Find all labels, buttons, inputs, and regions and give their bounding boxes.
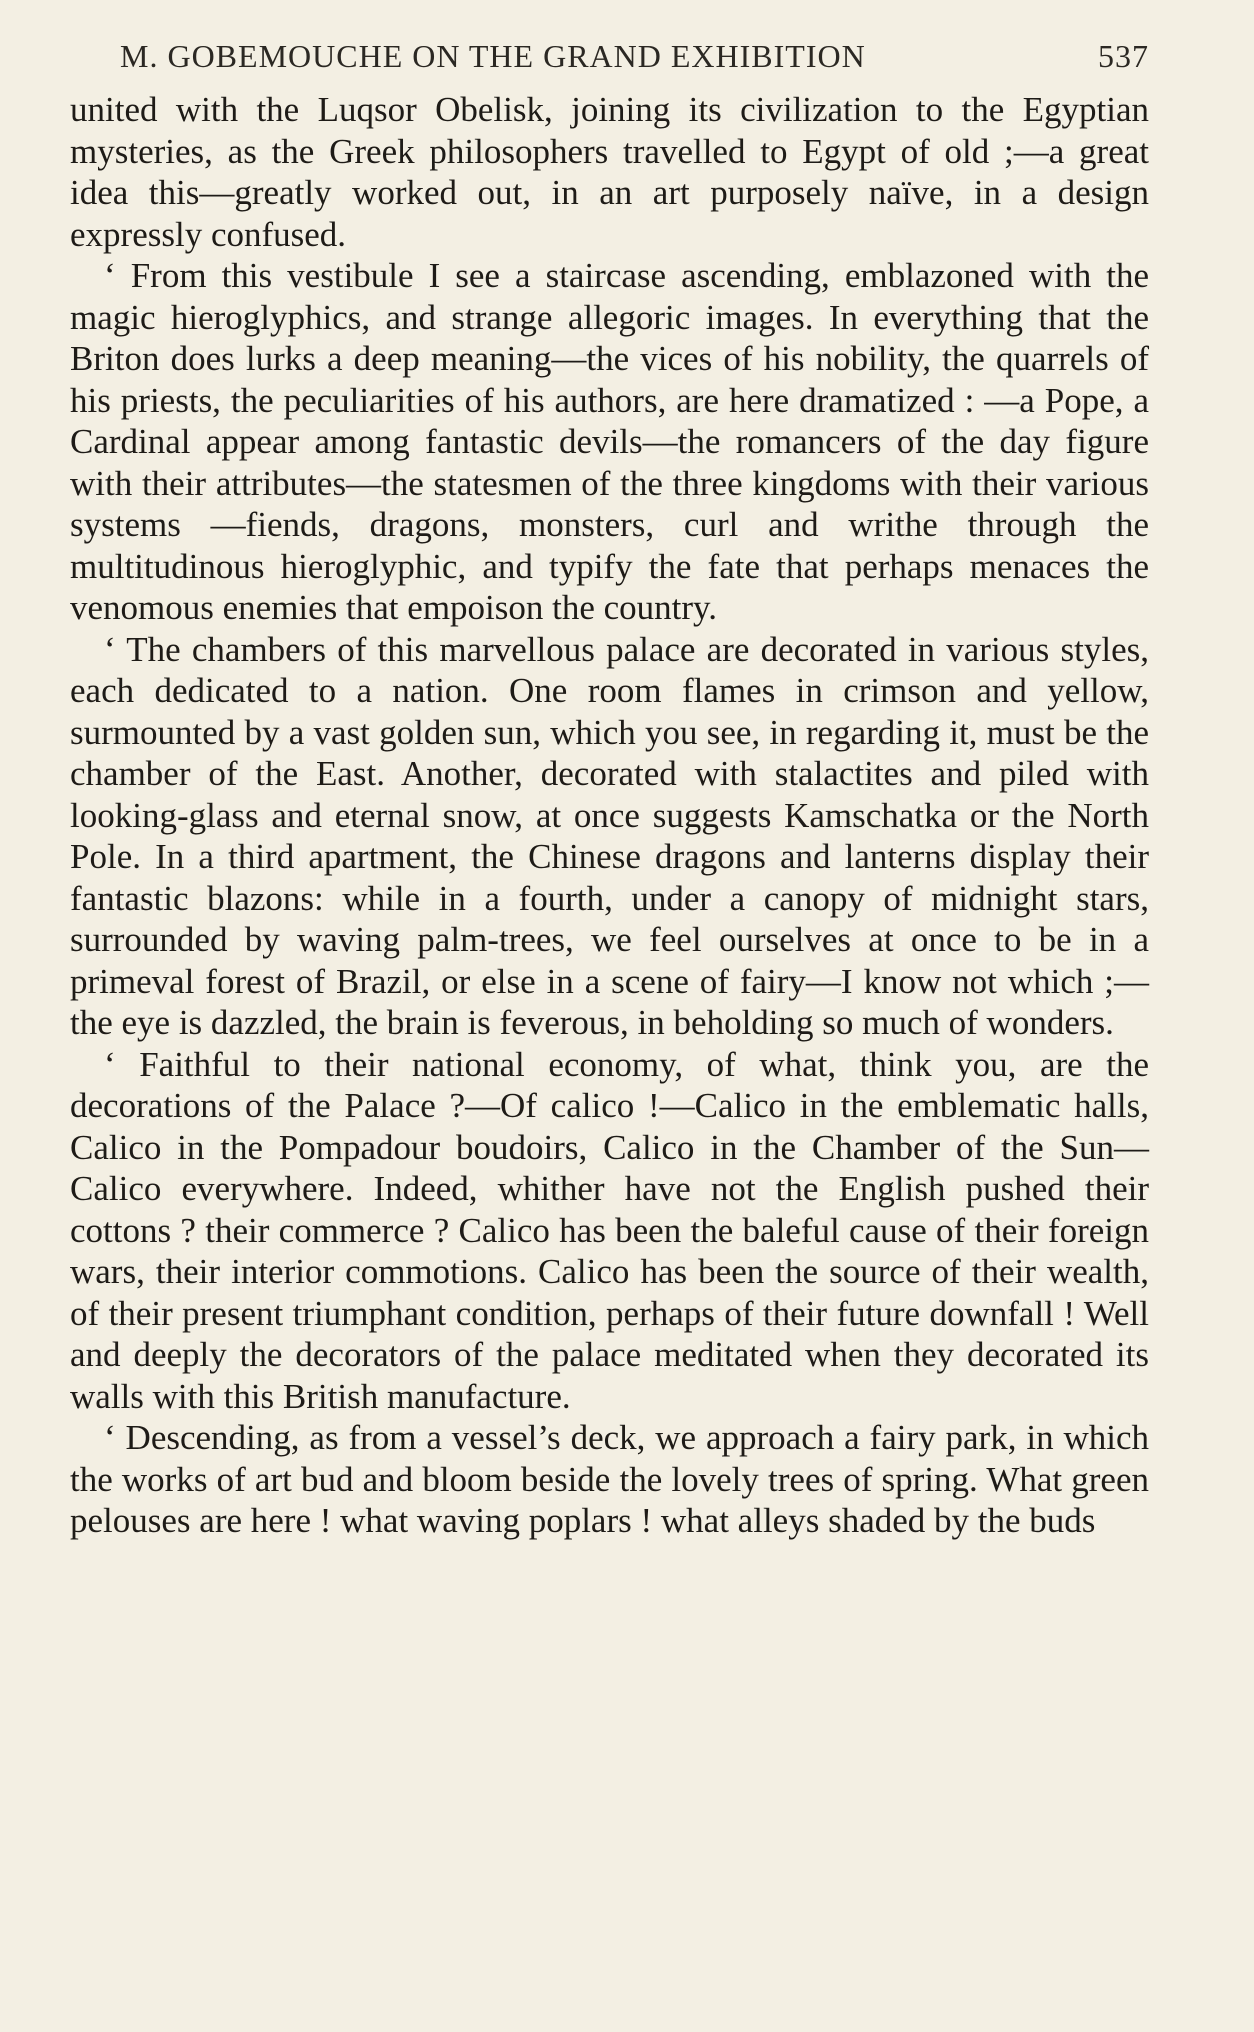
running-title: M. GOBEMOUCHE ON THE GRAND EXHIBITION	[120, 38, 866, 74]
page-number: 537	[1098, 38, 1149, 74]
paragraph-fairy-park: ‘ Descending, as from a vessel’s deck, we approach a fairy park, in which the works of art bud and bloom beside the lovely trees of spring. What green pelouses are here ! what waving poplars ! what alleys shaded by the buds	[70, 1418, 1149, 1540]
body-text	[70, 89, 1149, 1542]
paragraph-chambers: ‘ The chambers of this marvellous palace are decorated in various styles, each dedicated to a nation. One room flames in crimson and yellow, surmounted by a vast golden sun, which you see, in regarding it, must be the chamber of the East. Another, decorated with stalactites and piled with looking-glass and eternal snow, at once suggests Kamschatka or the North Pole. In a third apartment, the Chinese dragons and lanterns display their fantastic blazons: while in a fourth, under a canopy of midnight stars, surrounded by waving palm-trees, we feel ourselves at once to be in a primeval forest of Brazil, or else in a scene of fairy—I know not which ;—the eye is dazzled, the brain is feverous, in beholding so much of wonders.	[70, 629, 1149, 1042]
paragraph-staircase: ‘ From this vestibule I see a staircase ascending, emblazoned with the magic hieroglyphics, and strange allegoric images. In everything that the Briton does lurks a deep meaning—the vices of his nobility, the quarrels of his priests, the peculiarities of his authors, are here dramatized : —a Pope, a Cardinal appear among fantastic devils—the romancers of the day figure with their attributes—the statesmen of the three kingdoms with their various systems —fiends, dragons, monsters, curl and writhe through the multitudinous hieroglyphic, and typify the fate that perhaps menaces the venomous enemies that empoison the country.	[70, 256, 1149, 627]
running-head	[70, 38, 1149, 75]
paragraph-continued: united with the Luqsor Obelisk, joining its civilization to the Egyptian mysteries, as the Greek philosophers travelled to Egypt of old ;—a great idea this—greatly worked out, in an art purposely naïve, in a design expressly confused.	[70, 90, 1149, 254]
paragraph-calico: ‘ Faithful to their national economy, of what, think you, are the decorations of the Palace ?—Of calico !—Calico in the emblematic halls, Calico in the Pompadour boudoirs, Calico in the Chamber of the Sun—Calico everywhere. Indeed, whither have not the English pushed their cottons ? their commerce ? Calico has been the baleful cause of their foreign wars, their interior commotions. Calico has been the source of their wealth, of their present triumphant condition, perhaps of their future downfall ! Well and deeply the decorators of the palace meditated when they decorated its walls with this British manufacture.	[70, 1044, 1149, 1416]
